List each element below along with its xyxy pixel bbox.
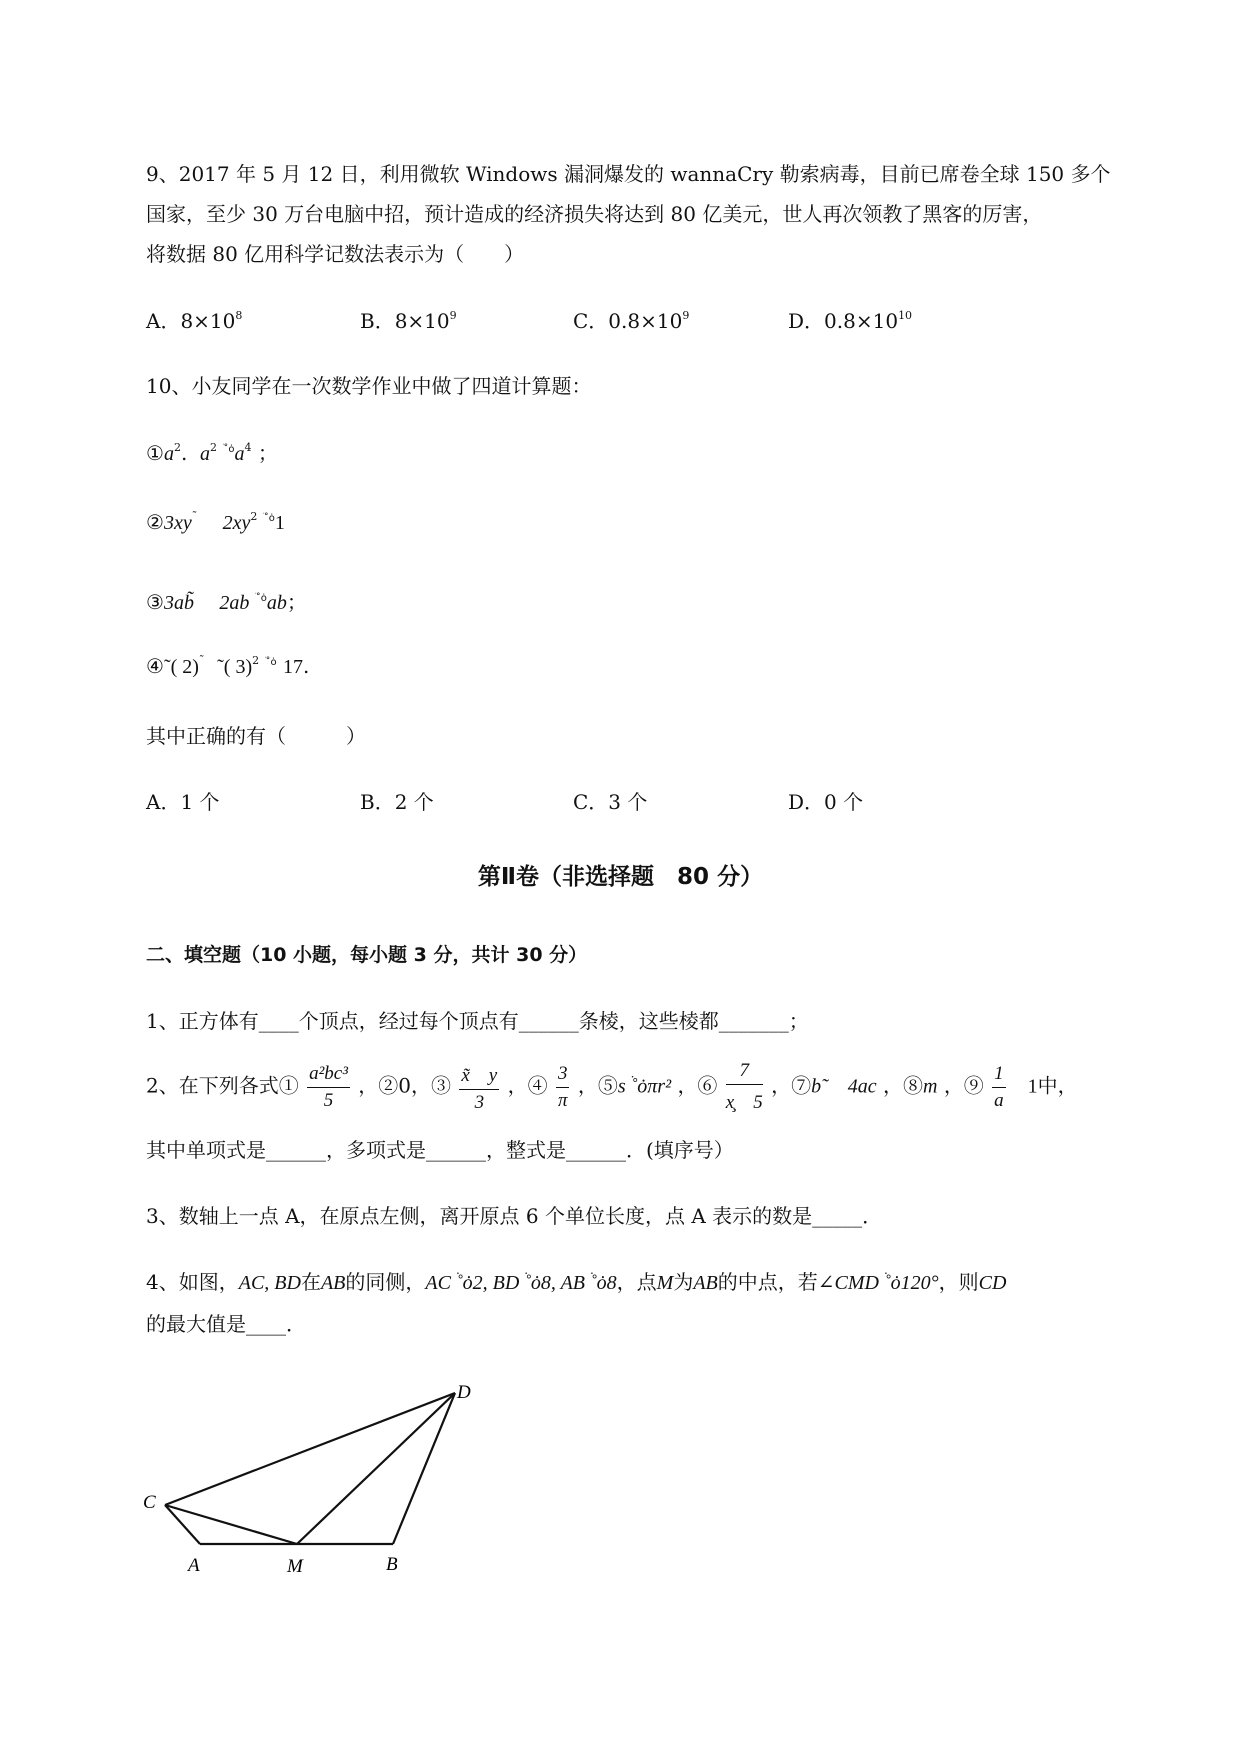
q10-option-c: C．3 个 bbox=[573, 790, 648, 814]
segment-cm bbox=[165, 1505, 297, 1544]
q10-option-a: A．1 个 bbox=[146, 790, 220, 814]
segment-bd bbox=[393, 1393, 455, 1544]
label-c: C bbox=[143, 1492, 156, 1513]
label-b: B bbox=[386, 1554, 398, 1575]
q10-option-b: B．2 个 bbox=[360, 790, 434, 814]
fraction-3: $\frac{x̃ y}{3}$ bbox=[459, 1060, 499, 1114]
fraction-1: $\frac{\text{a²bc³}}{5}$ bbox=[309, 1062, 348, 1111]
q10-item4: ④˜( 2)˜ ˜( 3)$^2$ $^{ׄ˚ȯ}$ 17. bbox=[146, 654, 310, 678]
q9-line2: 国家，至少 30 万台电脑中招，预计造成的经济损失将达到 80 亿美元，世人再次领教了黑客的厉害， bbox=[146, 202, 1043, 226]
fill-q2-line1: 2、在下列各式① $\frac{\text{a²bc³}}{5}$ ，②0，③ $\frac{x̃ y}{3}$ ，④ $\frac{3}{\pi}$ ，⑤s ׄ˚ȯπr² ，⑥ $\frac{7}{x̧ 5}$ ，⑦b˜ 4ac ，⑧m ，⑨ $\frac{1}{a}$ 1中， bbox=[146, 1060, 1078, 1113]
section-title: 第Ⅱ卷（非选择题 80 分） bbox=[477, 864, 764, 890]
label-d: D bbox=[457, 1382, 471, 1403]
segment-md bbox=[297, 1393, 455, 1544]
fill-q4-line1: 4、如图，AC, BD在AB的同侧，AC ׄ˚ȯ2, BD ׄ˚ȯ8, AB ׄ˚ȯ8，点M为AB的中点，若∠CMD ׄ˚ȯ120°，则CD bbox=[146, 1270, 1007, 1294]
q9-option-b: B．$8\times 10^9$ bbox=[360, 309, 457, 333]
segment-cd bbox=[165, 1393, 455, 1505]
q10-intro: 10、小友同学在一次数学作业中做了四道计算题： bbox=[146, 374, 592, 398]
q9-option-a: A．$8\times 10^8$ bbox=[146, 309, 243, 333]
fill-q2-line2: 其中单项式是______，多项式是______，整式是______．(填序号） bbox=[146, 1138, 734, 1162]
label-a: A bbox=[188, 1555, 200, 1576]
fraction-4: $\frac{3}{\pi}$ bbox=[557, 1062, 568, 1111]
fill-q4-line2: 的最大值是____． bbox=[146, 1312, 306, 1336]
label-m: M bbox=[287, 1556, 303, 1577]
q10-question: 其中正确的有（ ） bbox=[146, 724, 366, 748]
q10-option-d: D．0 个 bbox=[788, 790, 864, 814]
q9-line1: 9、2017 年 5 月 12 日，利用微软 Windows 漏洞爆发的 wannaCry 勒索病毒，目前已席卷全球 150 多个 bbox=[146, 162, 1111, 186]
section-heading: 二、填空题（10 小题，每小题 3 分，共计 30 分） bbox=[146, 944, 588, 966]
q9-option-d: D．$0.8\times 10^{10}$ bbox=[788, 309, 913, 333]
fraction-9: $\frac{1}{a}$ bbox=[994, 1062, 1004, 1111]
fraction-6: $\frac{7}{x̧ 5}$ bbox=[725, 1060, 763, 1113]
q10-item3: ③3ab̃ 2ab $^{ׄ˚ȯ}$ab； bbox=[146, 590, 307, 614]
q10-item1: $①a^2$. $a^2$ $^{ׄ˚ȯ}a^4$ ； bbox=[146, 441, 278, 465]
fill-q1: 1、正方体有____个顶点，经过每个顶点有______条棱，这些棱都_______； bbox=[146, 1009, 809, 1033]
q9-option-c: C．$0.8\times 10^9$ bbox=[573, 309, 690, 333]
q9-line3: 将数据 80 亿用科学记数法表示为（ ） bbox=[146, 242, 525, 266]
fill-q3: 3、数轴上一点 A，在原点左侧，离开原点 6 个单位长度，点 A 表示的数是_____． bbox=[146, 1204, 883, 1228]
q10-item2: ②3xy˜ $2xy^2$ $^{ׄ˚ȯ}$1 bbox=[146, 510, 285, 534]
